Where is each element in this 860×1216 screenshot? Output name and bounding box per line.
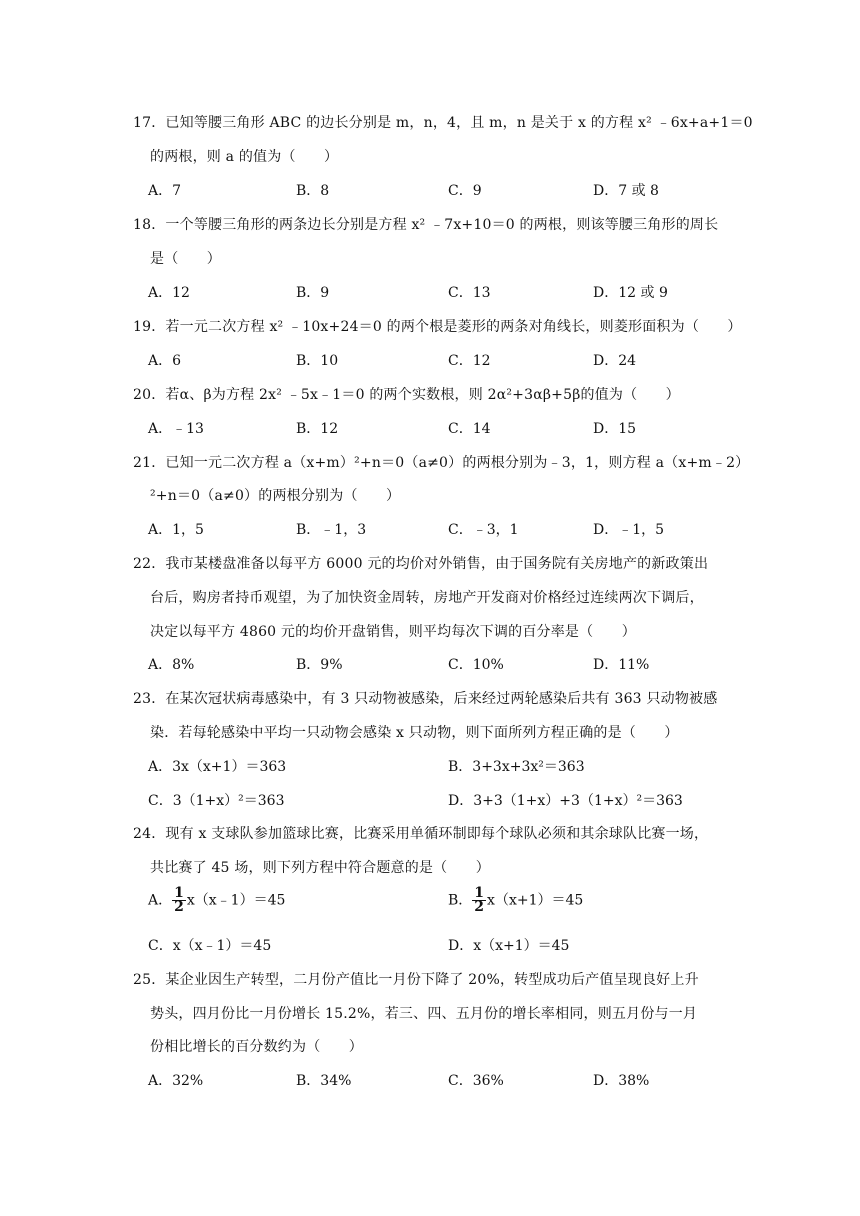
q22-option-a: A．8% (148, 657, 195, 673)
q20-option-b: B．12 (296, 421, 339, 437)
q24-option-b (448, 887, 583, 914)
q21-option-d: D．﹣1，5 (593, 522, 665, 538)
q24-option-a (148, 887, 285, 914)
question-25-line-1: 25．某企业因生产转型，二月份产值比一月份下降了 20%，转型成功后产值呈现良好上升 (133, 972, 699, 988)
question-23-line-2: 染．若每轮感染中平均一只动物会感染 x 只动物，则下面所列方程正确的是（ ） (150, 725, 679, 741)
q21-option-a: A．1，5 (148, 522, 204, 538)
q23-option-d: D．3+3（1+x）+3（1+x）²＝363 (448, 793, 683, 809)
q24-option-b-text: x（x+1）＝45 (487, 892, 584, 909)
question-17-line-2: 的两根，则 a 的值为（ ） (150, 149, 339, 165)
q24-option-b-prefix: B． (448, 892, 473, 909)
question-22-line-1: 22．我市某楼盘准备以每平方 6000 元的均价对外销售，由于国务院有关房地产的新政策出 (133, 556, 709, 572)
question-25-line-2: 势头，四月份比一月份增长 15.2%，若三、四、五月份的增长率相同，则五月份与一月 (150, 1006, 698, 1022)
question-24-line-2: 共比赛了 45 场，则下列方程中符合题意的是（ ） (150, 860, 490, 876)
fraction-denominator: 2 (474, 899, 485, 915)
fraction-numerator: 1 (174, 885, 184, 901)
q17-option-b: B．8 (296, 183, 330, 199)
q18-option-c: C．13 (448, 285, 491, 301)
q18-option-d: D．12 或 9 (593, 285, 668, 301)
q21-option-c: C．﹣3，1 (448, 522, 519, 538)
q24-option-c: C．x（x﹣1）＝45 (148, 938, 272, 954)
question-18-line-2: 是（ ） (150, 251, 221, 267)
fraction-denominator: 2 (174, 899, 184, 915)
q17-option-c: C．9 (448, 183, 482, 199)
q21-option-b: B．﹣1，3 (296, 522, 367, 538)
q24-option-d: D．x（x+1）＝45 (448, 938, 570, 954)
fraction-numerator: 1 (474, 885, 485, 901)
question-22-line-2: 台后，购房者持币观望，为了加快资金周转，房地产开发商对价格经过连续两次下调后， (150, 590, 704, 606)
question-20-line-1: 20．若α、β为方程 2x² ﹣5x﹣1＝0 的两个实数根，则 2α²+3αβ+5β的值为（ ） (133, 387, 680, 403)
question-21-line-1: 21．已知一元二次方程 a（x+m）²+n＝0（a≠0）的两根分别为﹣3，1，则方程 a（x+m﹣2） (133, 455, 750, 471)
q20-option-c: C．14 (448, 421, 491, 437)
question-21-line-2: ²+n＝0（a≠0）的两根分别为（ ） (150, 488, 401, 504)
q19-option-c: C．12 (448, 353, 491, 369)
q23-option-b: B．3+3x+3x²＝363 (448, 759, 585, 775)
question-22-line-3: 决定以每平方 4860 元的均价开盘销售，则平均每次下调的百分率是（ ） (150, 624, 636, 640)
q22-option-c: C．10% (448, 657, 504, 673)
q23-option-a: A．3x（x+1）＝363 (148, 759, 287, 775)
q24-option-a-prefix: A． (148, 892, 173, 909)
q25-option-a: A．32% (148, 1073, 204, 1089)
q25-option-c: C．36% (448, 1073, 504, 1089)
q17-option-a: A．7 (148, 183, 182, 199)
q25-option-d: D．38% (593, 1073, 650, 1089)
question-17-line-1: 17．已知等腰三角形 ABC 的边长分别是 m，n，4，且 m，n 是关于 x 的方程 x² ﹣6x+a+1＝0 (133, 115, 753, 131)
question-24-line-1: 24．现有 x 支球队参加篮球比赛，比赛采用单循环制即每个球队必须和其余球队比赛一场， (133, 826, 709, 842)
q25-option-b: B．34% (296, 1073, 352, 1089)
q22-option-b: B．9% (296, 657, 343, 673)
question-25-line-3: 份相比增长的百分数约为（ ） (150, 1039, 363, 1055)
q22-option-d: D．11% (593, 657, 650, 673)
question-18-line-1: 18．一个等腰三角形的两条边长分别是方程 x² ﹣7x+10＝0 的两根，则该等腰三角形的周长 (133, 217, 719, 233)
one-half-fraction (172, 887, 186, 914)
q19-option-d: D．24 (593, 353, 637, 369)
q23-option-c: C．3（1+x）²＝363 (148, 793, 285, 809)
q19-option-b: B．10 (296, 353, 339, 369)
question-19-line-1: 19．若一元二次方程 x² ﹣10x+24＝0 的两个根是菱形的两条对角线长，则菱形面积为（ ） (133, 319, 742, 335)
q17-option-d: D．7 或 8 (593, 183, 659, 199)
q18-option-a: A．12 (148, 285, 190, 301)
q20-option-d: D．15 (593, 421, 637, 437)
question-23-line-1: 23．在某次冠状病毒感染中，有 3 只动物被感染，后来经过两轮感染后共有 363 只动物被感 (133, 691, 718, 707)
one-half-fraction (472, 887, 486, 914)
q19-option-a: A．6 (148, 353, 182, 369)
q24-option-a-text: x（x﹣1）＝45 (186, 892, 286, 909)
q18-option-b: B．9 (296, 285, 330, 301)
q20-option-a: A．﹣13 (148, 421, 204, 437)
